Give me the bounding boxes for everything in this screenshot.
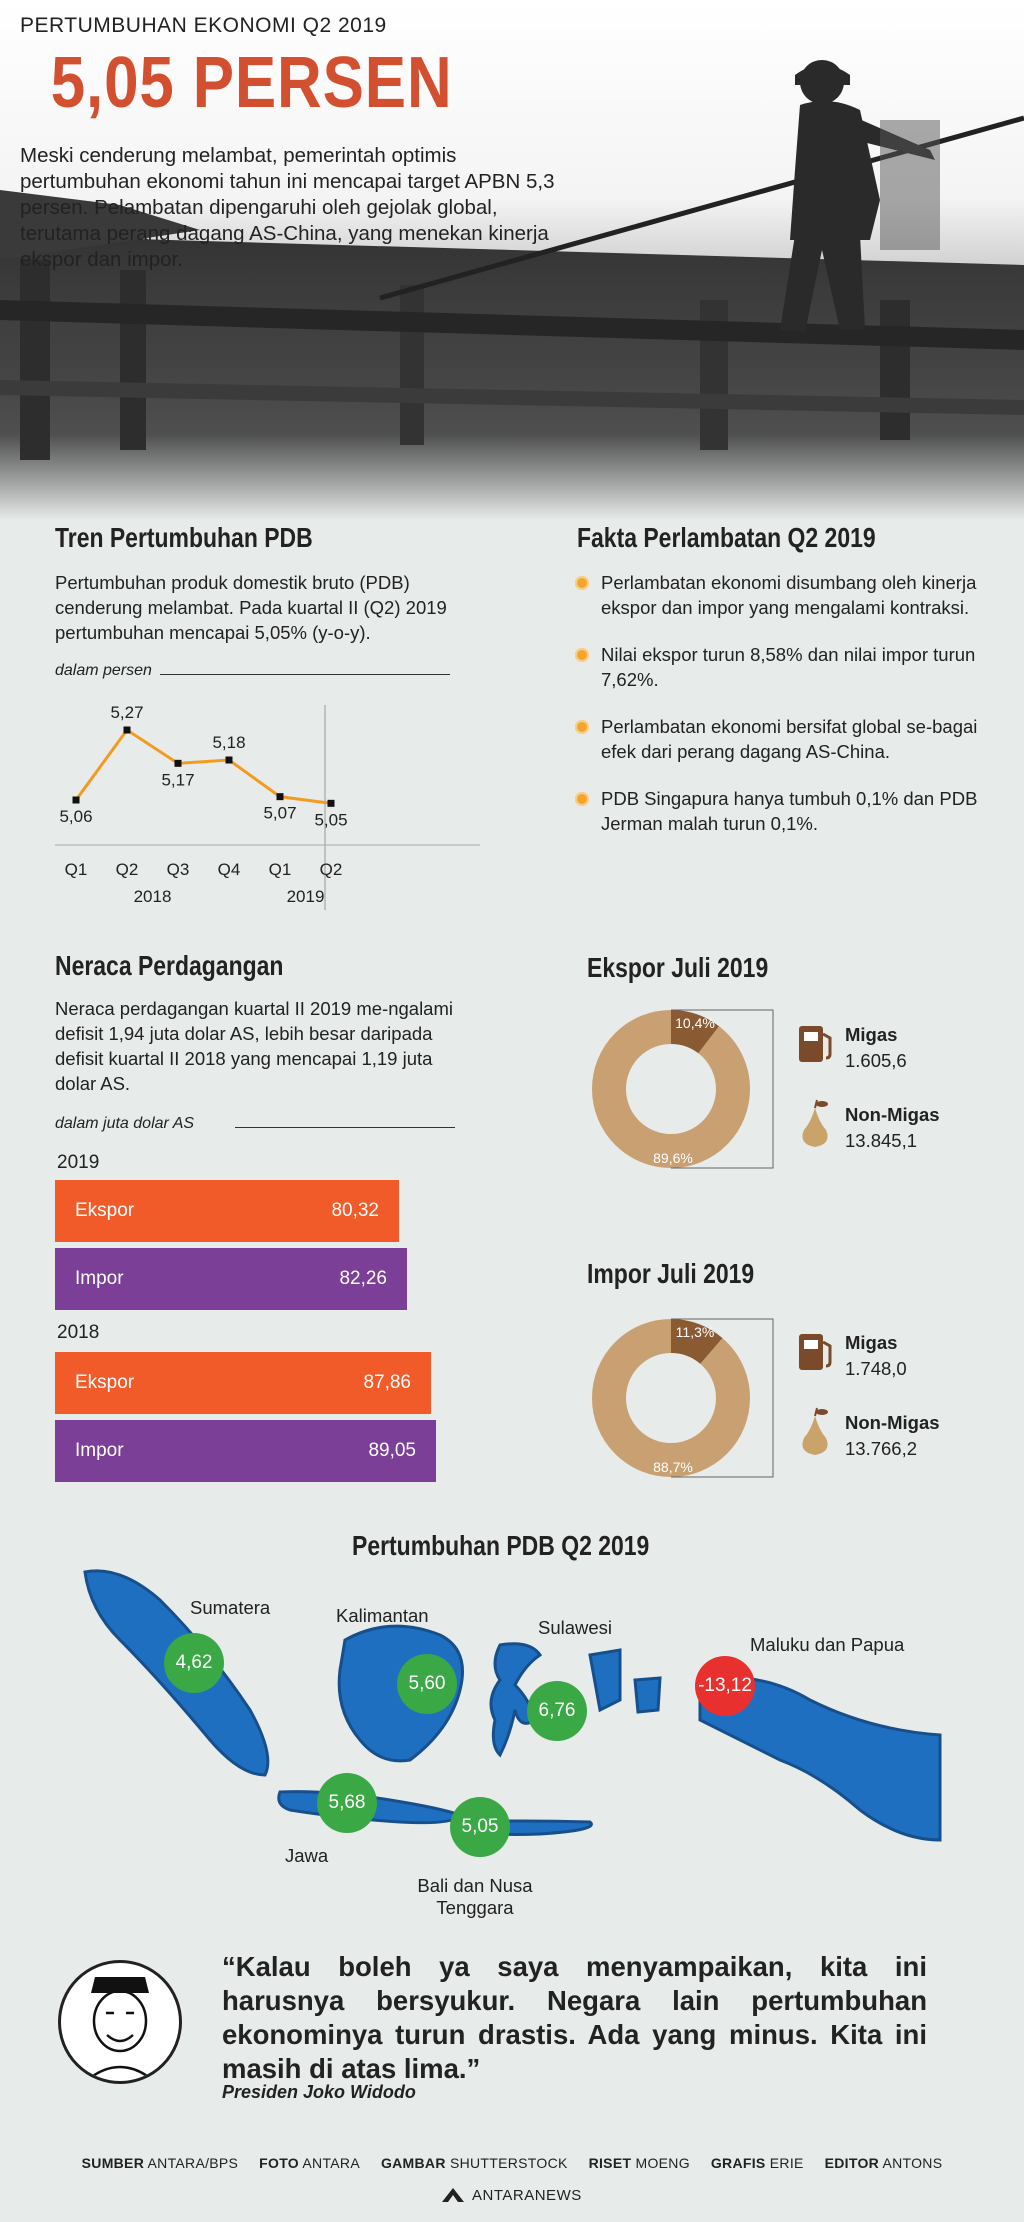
data-label: 5,17 — [161, 770, 195, 790]
bullet-dot-icon — [575, 648, 589, 662]
gdp-unit-label: dalam persen — [55, 662, 152, 679]
data-label: 5,07 — [263, 803, 297, 823]
bullet-dot-icon — [575, 720, 589, 734]
region-value-bali-nt: 5,05 — [450, 1797, 510, 1857]
bar-impor-2018: Impor 89,05 — [55, 1420, 436, 1482]
region-label-sumatera: Sumatera — [190, 1597, 271, 1618]
data-point — [328, 800, 335, 807]
trade-unit-label: dalam juta dolar AS — [55, 1115, 195, 1132]
x-year-label: 2019 — [286, 887, 325, 906]
headline: 5,05 PERSEN — [50, 43, 453, 123]
facts-list — [575, 570, 1005, 858]
x-tick-label: Q3 — [166, 860, 190, 879]
credit-item: SUMBER ANTARA/BPS — [81, 2155, 239, 2171]
unit-rule — [160, 674, 450, 675]
year-label-2019: 2019 — [57, 1152, 100, 1173]
gdp-trend-text: Pertumbuhan produk domestik bruto (PDB) cenderung melambat. Pada kuartal II (Q2) 2019 pertumbuhan mencapai 5,05% (y-o-y). — [55, 572, 447, 643]
fact-item: PDB Singapura hanya tumbuh 0,1% dan PDB Jerman malah turun 0,1%. — [575, 786, 1005, 836]
region-label-jawa: Jawa — [285, 1845, 329, 1866]
pear-icon — [795, 1406, 835, 1463]
fact-item: Nilai ekspor turun 8,58% dan nilai impor turun 7,62%. — [575, 642, 1005, 692]
region-label-sulawesi: Sulawesi — [538, 1617, 613, 1638]
hero-banner — [0, 0, 1024, 520]
data-point — [277, 793, 284, 800]
imports-july-title: Impor Juli 2019 — [587, 1258, 755, 1289]
facts-title: Fakta Perlambatan Q2 2019 — [577, 522, 876, 553]
quote-author: Presiden Joko Widodo — [222, 2082, 416, 2102]
bar-ekspor-2019: Ekspor 80,32 — [55, 1180, 399, 1242]
region-value-sumatera: 4,62 — [164, 1633, 224, 1693]
bar-ekspor-2018: Ekspor 87,86 — [55, 1352, 431, 1414]
legend-non-migas-value: 13.766,2 — [845, 1438, 918, 1459]
exports-july-title: Ekspor Juli 2019 — [587, 952, 769, 983]
slice-label-non-migas: 89,6% — [653, 1150, 693, 1166]
region-label-bali-nt: Bali dan Nusa Tenggara — [417, 1875, 533, 1918]
region-value-sulawesi: 6,76 — [527, 1681, 587, 1741]
credit-item: RISET MOENG — [588, 2155, 690, 2171]
region-label-maluku-papua: Maluku dan Papua — [750, 1634, 905, 1655]
x-tick-label: Q1 — [268, 860, 292, 879]
region-label-kalimantan: Kalimantan — [336, 1605, 429, 1626]
trade-balance-text: Neraca perdagangan kuartal II 2019 me-ngalami defisit 1,94 juta dolar AS, lebih besar daripada defisit kuartal II 2018 yang mencapai 1,19 juta dolar AS. — [55, 998, 453, 1094]
brand-logo: ANTARANEWS — [440, 2186, 582, 2204]
bar-impor-2019: Impor 82,26 — [55, 1248, 407, 1310]
gdp-trend-title: Tren Pertumbuhan PDB — [55, 522, 313, 553]
pear-icon — [795, 1098, 835, 1155]
x-tick-label: Q2 — [115, 860, 139, 879]
series-line — [76, 730, 331, 803]
legend-migas-name: Migas — [845, 1332, 898, 1353]
x-tick-label: Q4 — [217, 860, 241, 879]
slice-label-migas: 10,4% — [675, 1015, 715, 1031]
portrait-sketch-icon — [61, 1963, 179, 2081]
unit-rule — [235, 1127, 455, 1128]
region-value-kalimantan: 5,60 — [397, 1654, 457, 1714]
legend-non-migas-name: Non-Migas — [845, 1412, 940, 1433]
quote-text: “Kalau boleh ya saya menyampaikan, kita ini harusnya bersyukur. Negara lain pertumbuhan ekonominya turun drastis. Ada yang minus. Kita ini masih di atas lima.” — [222, 1951, 927, 2084]
slice-label-migas: 11,3% — [675, 1324, 715, 1340]
fuel-pump-icon — [795, 1020, 835, 1071]
kicker: PERTUMBUHAN EKONOMI Q2 2019 — [20, 14, 387, 37]
antara-logo-icon — [440, 2186, 466, 2204]
gdp-line-chart — [40, 680, 480, 920]
fact-item: Perlambatan ekonomi disumbang oleh kinerja ekspor dan impor yang mengalami kontraksi. — [575, 570, 1005, 620]
credit-item: FOTO ANTARA — [259, 2155, 360, 2171]
legend-migas-name: Migas — [845, 1024, 898, 1045]
legend-non-migas-value: 13.845,1 — [845, 1130, 918, 1151]
credit-item: GAMBAR SHUTTERSTOCK — [380, 2155, 568, 2171]
data-point — [226, 757, 233, 764]
exports-donut — [585, 998, 785, 1173]
island-maluku — [590, 1650, 660, 1712]
data-label: 5,27 — [110, 703, 144, 722]
year-label-2018: 2018 — [57, 1322, 100, 1343]
credits-bar — [0, 2155, 1024, 2171]
fact-item: Perlambatan ekonomi bersifat global se-bagai efek dari perang dagang AS-China. — [575, 714, 1005, 764]
data-point — [73, 797, 80, 804]
x-year-label: 2018 — [133, 887, 172, 906]
data-label: 5,18 — [212, 733, 246, 752]
pie-slice — [609, 1336, 733, 1460]
x-tick-label: Q1 — [64, 860, 88, 879]
credit-item: GRAFIS ERIE — [710, 2155, 804, 2171]
data-label: 5,05 — [314, 810, 348, 830]
region-value-jawa: 5,68 — [317, 1773, 377, 1833]
avatar — [58, 1960, 182, 2084]
bullet-dot-icon — [575, 792, 589, 806]
slice-label-non-migas: 88,7% — [653, 1459, 693, 1475]
x-tick-label: Q2 — [319, 860, 343, 879]
data-label: 5,06 — [59, 807, 93, 826]
intro-text: Meski cenderung melambat, pemerintah optimis pertumbuhan ekonomi tahun ini mencapai target APBN 5,3 persen. Pelambatan dipengaruhi oleh gejolak global, terutama perang dagang AS-China, yang menekan kinerja ekspor dan impor. — [20, 144, 555, 271]
regional-title: Pertumbuhan PDB Q2 2019 — [352, 1530, 650, 1561]
data-point — [124, 727, 131, 734]
fuel-pump-icon — [795, 1328, 835, 1379]
legend-non-migas-name: Non-Migas — [845, 1104, 940, 1125]
imports-donut — [585, 1307, 785, 1482]
pie-slice — [609, 1027, 733, 1151]
bullet-dot-icon — [575, 576, 589, 590]
legend-migas-value: 1.748,0 — [845, 1358, 907, 1379]
legend-migas-value: 1.605,6 — [845, 1050, 907, 1071]
data-point — [175, 760, 182, 767]
region-value-maluku-papua: -13,12 — [695, 1656, 755, 1716]
credit-item: EDITOR ANTONS — [824, 2155, 943, 2171]
trade-balance-title: Neraca Perdagangan — [55, 950, 284, 981]
